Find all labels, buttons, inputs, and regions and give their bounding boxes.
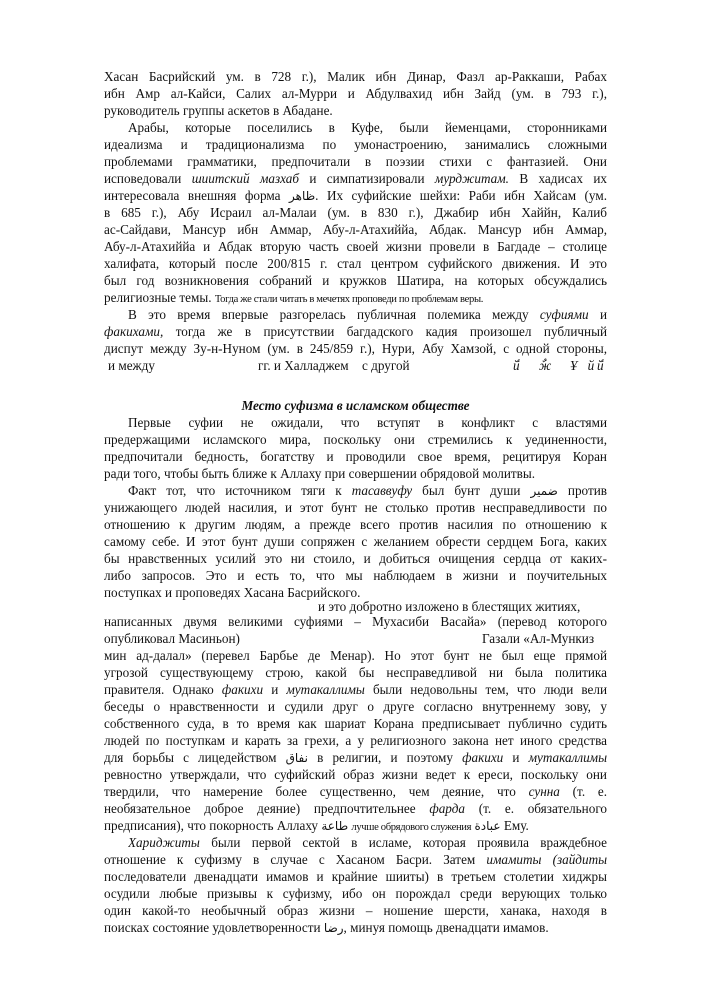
text-line: Абу-л-Атахиййа и Абдак вторую часть своей жизни провели в Багдаде – столице — [104, 239, 607, 254]
text-line — [104, 289, 607, 306]
text-run: Факт тот, что источником тяги к — [128, 483, 342, 498]
text-run: отношение к суфизму в случае с Хасаном Басри. Затем — [104, 852, 476, 867]
text-line — [104, 851, 607, 868]
text-line — [128, 482, 607, 499]
text-line: последователи двенадцати имамов и крайние шииты) в третьем столетии хиджры — [104, 869, 607, 884]
text-line: беседы о нравственности и судили друг о друге согласно внутреннему зову, у — [104, 699, 607, 714]
text-run: написанных двумя великими суфиями – — [104, 614, 361, 629]
text-run: религиозные темы. — [104, 290, 212, 305]
text-line: мин ад-далал» (перевел Барбье де Менар). Но этот бунт не был еще прямой — [104, 648, 607, 663]
small-text-run: лучше обрядового служения — [351, 822, 472, 833]
text-line: предержащими исламского мира, поскольку они стремились к уединенности, — [104, 432, 607, 447]
text-run: В хадисах их — [519, 171, 607, 186]
text-line: руководитель группы аскетов в Абадане. — [104, 103, 333, 118]
text-run: предписания), что покорность Аллаху — [104, 818, 319, 833]
text-run: с другой — [362, 358, 410, 373]
text-line: ас-Сайдави, Мансур ибн Аммар, Абу-л-Атахиййа, Абдак. Мансур ибн Аммар, — [104, 222, 607, 237]
text-run: исповедовали — [104, 171, 182, 186]
text-run: в религии, и поэтому — [317, 750, 453, 765]
text-run: твердили, что намерение более существенно, чем деяние, что — [104, 784, 516, 799]
text-run: и — [271, 682, 279, 697]
text-line: бы нравственных усилий это ни стоило, и добиться очищения сердца от каких- — [104, 551, 607, 566]
text-run: опубликовал Масиньон) — [104, 631, 240, 646]
italic-term: тасаввуфу — [351, 483, 413, 498]
arabic-term: طاعة — [321, 819, 349, 833]
section-heading: Место суфизма в исламском обществе — [241, 398, 470, 413]
text-run: В это время впервые разгорелась публичная полемика между — [128, 307, 529, 322]
text-run: (т. е. обязательного — [478, 801, 607, 816]
text-run: (т. е. — [572, 784, 607, 799]
italic-term: (зайдиты — [552, 852, 607, 867]
garbled-glyph: ٔй — [597, 358, 604, 373]
text-line — [104, 323, 607, 340]
text-line: ради того, чтобы быть ближе к Аллаху при совершении обрядовой молитвы. — [104, 466, 536, 481]
text-run: и — [512, 750, 520, 765]
text-run: против — [567, 483, 607, 498]
text-line: людей по поступкам и карать за грехи, а у религиозного закона нет иного средства — [104, 733, 607, 748]
text-line — [104, 170, 607, 187]
italic-term: мурджитам. — [434, 171, 509, 186]
text-run: для борьбы с лицедейством — [104, 750, 277, 765]
text-line: Первые суфии не ожидали, что вступят в конфликт с властями — [128, 415, 607, 430]
text-run: и между — [108, 358, 155, 373]
text-line: проблемами грамматики, предпочитали в поэзии стихи с фантазией. Они — [104, 154, 607, 169]
text-run: тогда же в присутствии багдадского кадия произошел публичный — [175, 324, 607, 339]
text-line — [104, 613, 607, 630]
text-run: . Их суфийские шейхи: Раби ибн Хайсам (ум. — [315, 188, 607, 203]
text-run: поисках состояние удовлетворенности — [104, 920, 321, 935]
text-line: угрозой существующему строю, какой бы несправедливой ни была политика — [104, 665, 607, 680]
arabic-term: نفاق — [285, 751, 308, 765]
text-line: в 685 г.), Абу Исраил ал-Малаи (ум. в 830 г.), Джабир ибн Хаййн, Калиб — [104, 205, 607, 220]
italic-term: сунна — [528, 784, 560, 799]
text-line: осудили любые призывы к суфизму, ибо он порождал среди верующих только — [104, 886, 607, 901]
text-line — [104, 681, 607, 698]
text-run: необязательное доброе деяние) предпочтительнее — [104, 801, 416, 816]
text-line: идеализма и традиционализма по умонастроению, занимались сложными — [104, 137, 607, 152]
text-line — [104, 187, 607, 204]
text-line: диспут между Зу-н-Нуном (ум. в 245/859 г.), Нури, Абу Хамзой, с одной стороны, — [104, 341, 607, 356]
text-line: собственного суда, в то время как шариат Корана предписывает публично судить — [104, 716, 607, 731]
text-line: самому себе. И этот бунт души сопряжен с желанием обрести сердцем Бога, каких — [104, 534, 607, 549]
text-run: и это добротно изложено в блестящих житиях, — [318, 599, 581, 614]
text-run: были недовольны тем, что люди вели — [372, 682, 607, 697]
text-line: халифата, который после 200/815 г. стал центром суфийского движения. И это — [104, 256, 607, 271]
italic-term: шиитский мазхаб — [191, 171, 300, 186]
text-line: ибн Амр ал-Кайси, Салих ал-Мурри и Абдулвахид ибн Зайд (ум. в 793 г.), — [104, 86, 607, 101]
text-line — [104, 783, 607, 800]
text-line: Хасан Басрийский ум. в 728 г.), Малик ибн Динар, Фазл ар-Раккаши, Рабах — [104, 69, 607, 84]
arabic-term: ضمير — [530, 484, 558, 498]
italic-term: мутакаллимы — [528, 750, 607, 765]
text-line: Арабы, которые поселились в Куфе, были йеменцами, сторонниками — [128, 120, 607, 135]
text-run: гг. и Халладжем — [258, 358, 349, 373]
text-run: и — [599, 307, 607, 322]
arabic-term: رضا — [323, 921, 344, 935]
text-run: Ему. — [503, 818, 529, 833]
text-run: Мухасиби — [372, 614, 430, 629]
text-line — [104, 800, 607, 817]
text-run: были первой сектой в исламе, которая проявила враждебное — [211, 835, 607, 850]
italic-term: мутакаллимы — [286, 682, 365, 697]
italic-term: факихи — [221, 682, 264, 697]
text-line: один какой-то необычный образ жизни – ношение шерсти, ханака, находя в — [104, 903, 607, 918]
arabic-term: ظاهر — [289, 189, 316, 203]
text-run: интересовала внешняя форма — [104, 188, 281, 203]
text-run: Васайа» (перевод которого — [440, 614, 607, 629]
small-text-run: Тогда же стали читать в мечетях проповеди по проблемам веры. — [214, 294, 484, 305]
text-line — [104, 817, 607, 834]
italic-term: имамиты — [486, 852, 542, 867]
italic-term: фарда — [429, 801, 465, 816]
text-line: либо запросов. Это и есть то, что мы наблюдаем в жизни и поучительных — [104, 568, 607, 583]
text-line: был год возникновения собраний и кружков Шатира, на которых обсуждались — [104, 273, 607, 288]
text-line: унижающего людей насилия, и этот бунт не столько против несправедливости по — [104, 500, 607, 515]
text-line — [104, 919, 607, 936]
garbled-glyph: ٌж — [539, 358, 552, 373]
text-line — [104, 749, 607, 766]
arabic-term: عبادة — [474, 819, 501, 833]
italic-term: факихи — [462, 750, 504, 765]
garbled-glyph: Ұٔй — [570, 358, 595, 373]
text-line — [128, 834, 607, 851]
italic-term: факихами, — [104, 324, 164, 339]
text-run: правителя. Однако — [104, 682, 214, 697]
text-run: Газали «Ал-Мункиз — [482, 631, 595, 646]
italic-term: Хариджиты — [128, 835, 200, 850]
text-run: , минуя помощь двенадцати имамов. — [343, 920, 549, 935]
text-line: поступках и проповедях Хасана Басрийского. — [104, 585, 361, 600]
text-run: был бунт души — [422, 483, 521, 498]
text-line — [128, 306, 607, 323]
text-line: отношению к другим людям, а прежде всего против насилия по отношению к — [104, 517, 607, 532]
text-run: и симпатизировали — [309, 171, 425, 186]
text-line: предпочитали бедность, богатству и проводили свое время, рецитируя Коран — [104, 449, 607, 464]
garbled-glyph: ٔй — [513, 358, 520, 373]
text-line: ревностно утверждали, что суфийский образ жизни ведет к ереси, поскольку они — [104, 767, 607, 782]
italic-term: суфиями — [539, 307, 589, 322]
